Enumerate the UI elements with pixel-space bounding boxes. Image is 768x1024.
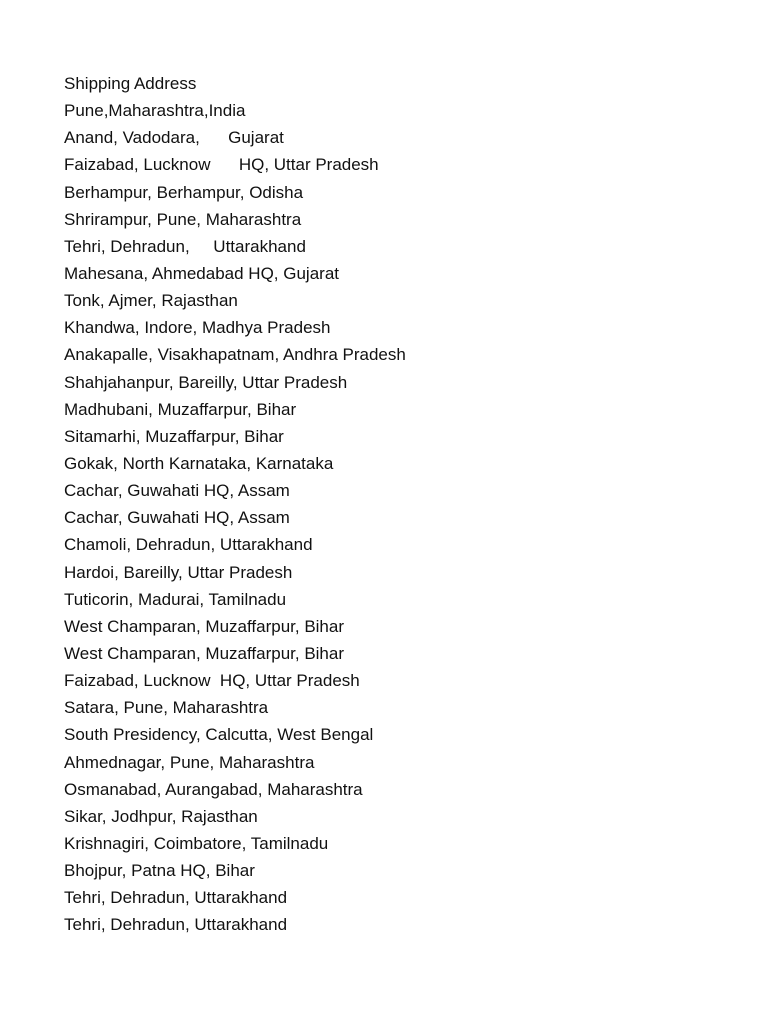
address-list: [64, 70, 406, 939]
address-row: Shahjahanpur, Bareilly, Uttar Pradesh: [64, 372, 348, 392]
address-row: Tonk, Ajmer, Rajasthan: [64, 291, 238, 311]
address-row: Tehri, Dehradun, Uttarakhand: [64, 915, 288, 935]
address-row: Shrirampur, Pune, Maharashtra: [64, 209, 302, 229]
address-row: Faizabad, Lucknow HQ, Uttar Pradesh: [64, 671, 360, 691]
address-row: Anand, Vadodara, Gujarat: [64, 128, 284, 148]
address-row: South Presidency, Calcutta, West Bengal: [64, 725, 374, 745]
address-row: Tuticorin, Madurai, Tamilnadu: [64, 589, 287, 609]
address-row: Tehri, Dehradun, Uttarakhand: [64, 236, 306, 256]
column-heading: Shipping Address: [64, 74, 197, 93]
address-row: Ahmednagar, Pune, Maharashtra: [64, 752, 315, 772]
address-row: Sitamarhi, Muzaffarpur, Bihar: [64, 426, 284, 446]
address-row: Cachar, Guwahati HQ, Assam: [64, 508, 290, 528]
address-row: Gokak, North Karnataka, Karnataka: [64, 453, 334, 473]
address-row: Satara, Pune, Maharashtra: [64, 698, 269, 718]
address-row: Berhampur, Berhampur, Odisha: [64, 182, 304, 202]
address-rows: [64, 97, 406, 938]
address-row: Khandwa, Indore, Madhya Pradesh: [64, 318, 331, 338]
address-row: Anakapalle, Visakhapatnam, Andhra Pradesh: [64, 345, 406, 365]
address-row: Cachar, Guwahati HQ, Assam: [64, 481, 290, 501]
address-row: Krishnagiri, Coimbatore, Tamilnadu: [64, 833, 329, 853]
address-row: West Champaran, Muzaffarpur, Bihar: [64, 616, 345, 636]
address-row: Chamoli, Dehradun, Uttarakhand: [64, 535, 313, 555]
address-row: Pune,Maharashtra,India: [64, 101, 246, 121]
address-row: Osmanabad, Aurangabad, Maharashtra: [64, 779, 363, 799]
address-row: Mahesana, Ahmedabad HQ, Gujarat: [64, 263, 339, 283]
address-row: Hardoi, Bareilly, Uttar Pradesh: [64, 562, 293, 582]
address-row: Faizabad, Lucknow HQ, Uttar Pradesh: [64, 155, 379, 175]
address-row: West Champaran, Muzaffarpur, Bihar: [64, 643, 345, 663]
address-row: Madhubani, Muzaffarpur, Bihar: [64, 399, 297, 419]
address-row: Tehri, Dehradun, Uttarakhand: [64, 888, 288, 908]
address-row: Bhojpur, Patna HQ, Bihar: [64, 861, 255, 881]
address-row: Sikar, Jodhpur, Rajasthan: [64, 806, 258, 826]
